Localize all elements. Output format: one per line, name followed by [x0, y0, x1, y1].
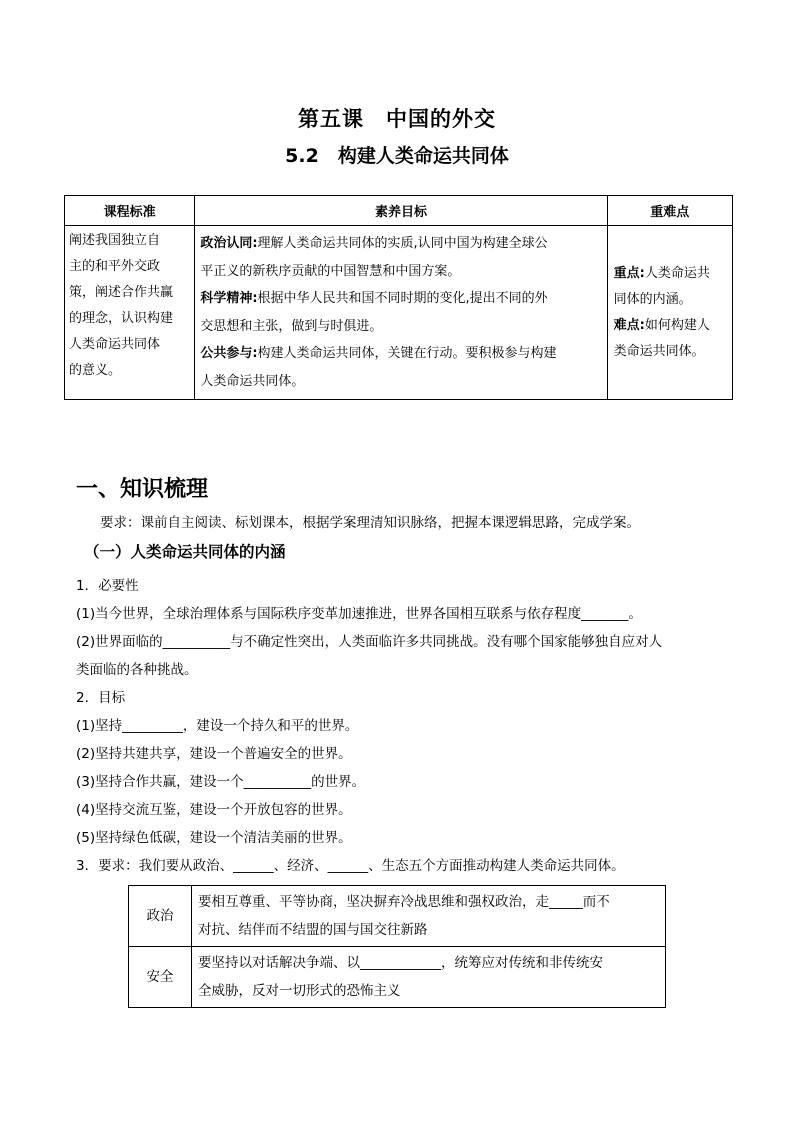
header-standard: 课程标准: [65, 196, 195, 226]
heading-goals: 2．目标: [76, 690, 126, 706]
goal-item-2: (2)坚持共建共享，建设一个普遍安全的世界。: [76, 746, 352, 762]
necessity-item-2-cont: 类面临的各种挑战。: [76, 662, 198, 678]
goal-label-science: 科学精神:: [200, 291, 258, 306]
aspect-label-politics: 政治: [129, 886, 192, 947]
aspect-label-security: 安全: [129, 947, 192, 1008]
necessity-item-1: (1)当今世界，全球治理体系与国际秩序变革加速推进，世界各国相互联系与依存程度_______。: [76, 606, 642, 622]
necessity-item-2: (2)世界面临的__________与不确定性突出，人类面临许多共同挑战。没有哪个国家能够独自应对人: [76, 634, 663, 650]
standard-line: 阐述我国独立自: [69, 233, 161, 248]
requirement-text: 要求：课前自主阅读、标划课本，根据学案理清知识脉络，把握本课逻辑思路，完成学案。: [100, 515, 640, 531]
key-line: 同体的内涵。: [613, 291, 692, 307]
lesson-subtitle: 5.2 构建人类命运共同体: [285, 145, 509, 167]
aspect-text-security: 要坚持以对话解决争端、以____________，统筹应对传统和非传统安 全威胁，反对一切形式的恐怖主义: [192, 947, 666, 1008]
heading-necessity: 1．必要性: [76, 578, 139, 594]
standard-line: 的意义。: [69, 363, 122, 378]
key-line: 难点:如何构建人: [613, 317, 710, 333]
table-row: [129, 947, 666, 1008]
table-body-row: [65, 226, 733, 400]
goal-line: 科学精神:根据中华人民共和国不同时期的变化,提出不同的外: [200, 291, 548, 306]
page-title: 第五课 中国的外交: [298, 107, 496, 131]
header-goals: 素养目标: [195, 196, 607, 226]
difficult-point-label: 难点:: [613, 317, 645, 333]
key-point-label: 重点:: [613, 265, 645, 281]
goal-label-participation: 公共参与:: [200, 346, 258, 361]
requirements-line: 3．要求：我们要从政治、______、经济、______、生态五个方面推动构建人类命运共同体。: [76, 858, 625, 874]
key-points-cell: [607, 226, 732, 400]
section-title: 一、知识梳理: [76, 477, 209, 502]
goal-item-5: (5)坚持绿色低碳，建设一个清洁美丽的世界。: [76, 830, 352, 846]
goal-line: 平正义的新秩序贡献的中国智慧和中国方案。: [200, 263, 461, 279]
standard-line: 人类命运共同体: [69, 337, 161, 352]
goal-item-1: (1)坚持_________，建设一个持久和平的世界。: [76, 718, 359, 734]
table-header-row: [65, 196, 733, 226]
standard-line: 的理念，认识构建: [69, 311, 174, 326]
key-line: 类命运共同体。: [613, 343, 705, 359]
goal-line: 交思想和主张，做到与时俱进。: [200, 318, 383, 334]
table-row: [129, 886, 666, 947]
curriculum-standards-table: [64, 195, 733, 400]
subsection-title: （一）人类命运共同体的内涵: [84, 543, 286, 561]
goal-line: 公共参与:构建人类命运共同体，关键在行动。要积极参与构建: [200, 346, 557, 361]
goals-cell: [195, 226, 607, 400]
goal-line: 政治认同:理解人类命运共同体的实质,认同中国为构建全球公: [200, 236, 548, 251]
goal-item-3: (3)坚持合作共赢，建设一个__________的世界。: [76, 774, 366, 790]
standard-cell: [65, 226, 195, 400]
goal-item-4: (4)坚持交流互鉴，建设一个开放包容的世界。: [76, 802, 352, 818]
aspects-table: [128, 885, 666, 1008]
standard-line: 主的和平外交政: [69, 259, 161, 274]
key-line: 重点:人类命运共: [613, 265, 710, 281]
goal-line: 人类命运共同体。: [200, 373, 305, 389]
standard-line: 策，阐述合作共赢: [69, 285, 174, 300]
aspect-text-politics: 要相互尊重、平等协商，坚决摒弃冷战思维和强权政治，走_____而不 对抗、结伴而不结盟的国与国交往新路: [192, 886, 666, 947]
goal-label-political: 政治认同:: [200, 236, 258, 251]
header-key-points: 重难点: [607, 196, 732, 226]
